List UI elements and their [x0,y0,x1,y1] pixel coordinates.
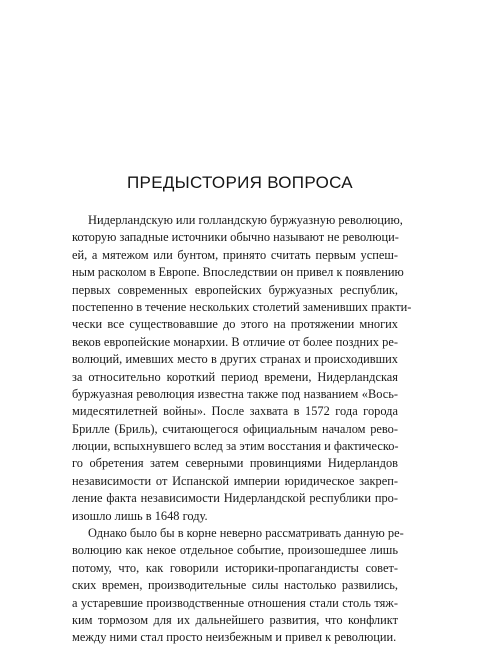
text-line: первых современных европейских буржуазных республик, [72,282,398,297]
text-line: а устаревшие производственные отношения стали столь тяж- [72,595,398,610]
text-line: волюций, имевших место в других странах и происходивших [72,352,398,367]
text-line: ким тормозом для их дальнейшего развития, что конфликт [72,612,398,627]
body-text [72,212,412,647]
text-line: Брилле (Бриль), считающегося официальным началом рево- [72,421,398,436]
text-line: за относительно короткий период времени, Нидерландская [72,369,398,384]
text-line: изошло лишь в 1648 году. [72,508,208,523]
text-line: чески все существовавшие до этого на протяжении многих [72,317,398,332]
text-line: го обретения затем северными провинциями Нидерландов [72,456,398,471]
text-line: люции, вспыхнувшего вслед за этим восстания и фактическо- [72,439,399,454]
text-line: ских времен, производительные силы настолько развились, [72,578,398,593]
text-line: ным расколом в Европе. Впоследствии он привел к появлению [72,265,404,280]
paragraph-2 [72,525,404,647]
text-line: ление факта независимости Нидерландской республики про- [72,491,398,506]
text-line: которую западные источники обычно называют не революци- [72,230,399,245]
paragraph-1 [72,212,412,525]
text-line: ей, а мятежом или бунтом, принято считать первым успеш- [72,247,398,262]
text-line: буржуазная революция известна также под названием «Вось- [72,386,398,401]
chapter-title: ПРЕДЫСТОРИЯ ВОПРОСА [127,173,353,192]
text-line: Нидерландскую или голландскую буржуазную революцию, [88,213,403,227]
text-line: волюцию как некое отдельное событие, произошедшее лишь [72,543,398,558]
text-line: мидесятилетней войны». После захвата в 1572 года города [72,404,398,419]
text-line: Однако было бы в корне неверно рассматривать данную ре- [88,526,404,541]
text-line: потому, что, как говорили историки-пропагандисты совет- [72,560,398,575]
text-line: постепенно в течение нескольких столетий заменивших практи- [72,299,412,314]
text-line: веков европейские монархии. В отличие от более поздних ре- [72,334,398,349]
text-line: между ними стал просто неизбежным и привел к революции. [72,630,397,645]
text-line: независимости от Испанской империи юридическое закреп- [72,473,398,488]
